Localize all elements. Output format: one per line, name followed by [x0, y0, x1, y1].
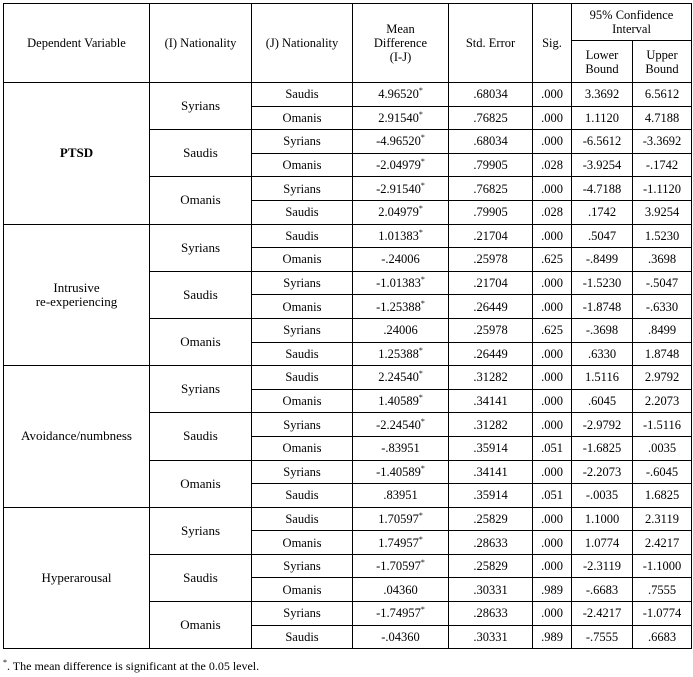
sig-cell: .989	[533, 625, 572, 649]
lower-bound-cell: -1.6825	[572, 436, 633, 460]
significance-star: *	[418, 204, 423, 214]
sig-cell: .000	[533, 295, 572, 319]
std-error-cell: .76825	[449, 106, 533, 130]
dependent-variable-cell	[4, 224, 150, 366]
upper-bound-cell: 1.6825	[633, 484, 692, 508]
header-std-error: Std. Error	[449, 4, 533, 83]
lower-bound-cell: 1.0774	[572, 531, 633, 555]
upper-bound-cell: 3.9254	[633, 200, 692, 224]
j-nationality-cell: Omanis	[252, 436, 353, 460]
i-nationality-cell: Syrians	[150, 507, 252, 554]
significance-star: *	[420, 416, 425, 426]
dependent-variable-cell: Avoidance/numbness	[4, 366, 150, 508]
upper-bound-cell: 6.5612	[633, 83, 692, 107]
upper-bound-cell: -1.1000	[633, 554, 692, 578]
sig-cell: .000	[533, 460, 572, 484]
sig-cell: .051	[533, 484, 572, 508]
footnote	[3, 659, 259, 674]
mean-difference-cell	[353, 578, 449, 602]
j-nationality-cell: Omanis	[252, 531, 353, 555]
header-j-nationality: (J) Nationality	[252, 4, 353, 83]
header-sig: Sig.	[533, 4, 572, 83]
sig-cell: .051	[533, 436, 572, 460]
upper-bound-cell: 4.7188	[633, 106, 692, 130]
lower-bound-cell: -.7555	[572, 625, 633, 649]
std-error-cell: .79905	[449, 200, 533, 224]
mean-difference-value: -4.96520	[376, 134, 421, 149]
sig-cell: .028	[533, 153, 572, 177]
significance-star: *	[418, 86, 423, 96]
j-nationality-cell: Syrians	[252, 130, 353, 154]
mean-difference-cell	[353, 248, 449, 272]
lower-bound-cell: -.3698	[572, 318, 633, 342]
significance-star: *	[420, 274, 425, 284]
header-row	[4, 4, 692, 41]
header-i-nationality: (I) Nationality	[150, 4, 252, 83]
lower-bound-cell: 1.5116	[572, 366, 633, 390]
upper-bound-cell: -.6045	[633, 460, 692, 484]
i-nationality-cell: Omanis	[150, 602, 252, 649]
j-nationality-cell: Omanis	[252, 153, 353, 177]
i-nationality-cell: Saudis	[150, 413, 252, 460]
sig-cell: .625	[533, 248, 572, 272]
lower-bound-cell: -.0035	[572, 484, 633, 508]
mean-difference-cell	[353, 83, 449, 107]
j-nationality-cell: Saudis	[252, 83, 353, 107]
mean-difference-cell	[353, 436, 449, 460]
upper-bound-cell: 2.4217	[633, 531, 692, 555]
mean-difference-value: -1.70597	[376, 559, 421, 574]
significance-star: *	[418, 109, 423, 119]
footnote-mark: *	[3, 658, 7, 667]
lower-bound-cell: -1.5230	[572, 271, 633, 295]
mean-difference-value: -2.04979	[376, 158, 421, 173]
std-error-cell: .35914	[449, 484, 533, 508]
mean-difference-cell	[353, 484, 449, 508]
j-nationality-cell: Saudis	[252, 366, 353, 390]
significance-star: *	[418, 534, 423, 544]
mean-difference-value: 1.74957	[378, 535, 419, 550]
j-nationality-cell: Saudis	[252, 200, 353, 224]
upper-bound-cell: -.1742	[633, 153, 692, 177]
j-nationality-cell: Saudis	[252, 507, 353, 531]
mean-difference-cell	[353, 295, 449, 319]
std-error-cell: .68034	[449, 83, 533, 107]
sig-cell: .000	[533, 83, 572, 107]
significance-star: *	[420, 180, 425, 190]
mean-difference-value: 1.40589	[378, 394, 419, 409]
lower-bound-cell: -.6683	[572, 578, 633, 602]
mean-difference-cell	[353, 602, 449, 626]
j-nationality-cell: Omanis	[252, 295, 353, 319]
sig-cell: .028	[533, 200, 572, 224]
i-nationality-cell: Omanis	[150, 460, 252, 507]
mean-difference-cell	[353, 106, 449, 130]
mean-difference-cell	[353, 413, 449, 437]
mean-difference-cell	[353, 130, 449, 154]
upper-bound-cell: -1.1120	[633, 177, 692, 201]
upper-bound-cell: 2.3119	[633, 507, 692, 531]
lower-bound-cell: -.8499	[572, 248, 633, 272]
footnote-text: . The mean difference is significant at the 0.05 level.	[7, 659, 260, 673]
upper-bound-cell: -3.3692	[633, 130, 692, 154]
mean-difference-value: -1.74957	[376, 606, 421, 621]
lower-bound-cell: 1.1120	[572, 106, 633, 130]
mean-difference-value: 2.91540	[378, 110, 419, 125]
mean-difference-value: -2.24540	[376, 417, 421, 432]
header-mean-difference: Mean Difference (I-J)	[353, 4, 449, 83]
upper-bound-cell: 2.9792	[633, 366, 692, 390]
lower-bound-cell: -6.5612	[572, 130, 633, 154]
lower-bound-cell: -4.7188	[572, 177, 633, 201]
sig-cell: .000	[533, 342, 572, 366]
std-error-cell: .25978	[449, 248, 533, 272]
upper-bound-cell: 2.2073	[633, 389, 692, 413]
upper-bound-cell: .8499	[633, 318, 692, 342]
lower-bound-cell: .5047	[572, 224, 633, 248]
sig-cell: .625	[533, 318, 572, 342]
significance-star: *	[418, 369, 423, 379]
sig-cell: .000	[533, 389, 572, 413]
header-dependent-variable: Dependent Variable	[4, 4, 150, 83]
std-error-cell: .25829	[449, 554, 533, 578]
sig-cell: .000	[533, 602, 572, 626]
sig-cell: .000	[533, 507, 572, 531]
mean-difference-value: -1.25388	[376, 299, 421, 314]
significance-star: *	[420, 298, 425, 308]
mean-difference-value: 4.96520	[378, 87, 419, 102]
j-nationality-cell: Omanis	[252, 106, 353, 130]
table-row	[4, 224, 692, 248]
sig-cell: .989	[533, 578, 572, 602]
mean-difference-value: -.83951	[381, 441, 420, 456]
mean-difference-value: 1.70597	[378, 511, 419, 526]
lower-bound-cell: .6330	[572, 342, 633, 366]
std-error-cell: .21704	[449, 224, 533, 248]
j-nationality-cell: Saudis	[252, 625, 353, 649]
table-row	[4, 83, 692, 107]
sig-cell: .000	[533, 177, 572, 201]
mean-difference-cell	[353, 200, 449, 224]
sig-cell: .000	[533, 531, 572, 555]
dependent-variable-line: Intrusive	[53, 279, 100, 295]
sig-cell: .000	[533, 271, 572, 295]
mean-difference-cell	[353, 177, 449, 201]
std-error-cell: .25829	[449, 507, 533, 531]
significance-star: *	[420, 558, 425, 568]
significance-star: *	[418, 510, 423, 520]
j-nationality-cell: Saudis	[252, 224, 353, 248]
mean-difference-value: -1.40589	[376, 464, 421, 479]
i-nationality-cell: Syrians	[150, 83, 252, 130]
upper-bound-cell: -1.0774	[633, 602, 692, 626]
j-nationality-cell: Syrians	[252, 554, 353, 578]
lower-bound-cell: -1.8748	[572, 295, 633, 319]
std-error-cell: .35914	[449, 436, 533, 460]
mean-difference-value: -.24006	[381, 252, 420, 267]
j-nationality-cell: Syrians	[252, 271, 353, 295]
significance-star: *	[420, 463, 425, 473]
header-confidence-interval: 95% Confidence Interval	[572, 4, 692, 41]
std-error-cell: .34141	[449, 389, 533, 413]
j-nationality-cell: Syrians	[252, 177, 353, 201]
dependent-variable-cell: Hyperarousal	[4, 507, 150, 649]
mean-difference-value: .24006	[383, 323, 418, 338]
mean-difference-cell	[353, 366, 449, 390]
mean-difference-cell	[353, 507, 449, 531]
mean-difference-value: 1.25388	[378, 346, 419, 361]
j-nationality-cell: Saudis	[252, 484, 353, 508]
table-row	[4, 366, 692, 390]
significance-star: *	[420, 133, 425, 143]
significance-star: *	[420, 156, 425, 166]
std-error-cell: .28633	[449, 602, 533, 626]
sig-cell: .000	[533, 554, 572, 578]
upper-bound-cell: 1.8748	[633, 342, 692, 366]
std-error-cell: .31282	[449, 366, 533, 390]
dependent-variable-line: re-experiencing	[35, 293, 118, 309]
upper-bound-cell: .6683	[633, 625, 692, 649]
multiple-comparisons-table	[3, 3, 692, 649]
upper-bound-cell: -.5047	[633, 271, 692, 295]
sig-cell: .000	[533, 130, 572, 154]
std-error-cell: .79905	[449, 153, 533, 177]
std-error-cell: .26449	[449, 295, 533, 319]
sig-cell: .000	[533, 224, 572, 248]
sig-cell: .000	[533, 413, 572, 437]
significance-star: *	[420, 605, 425, 615]
mean-difference-cell	[353, 389, 449, 413]
i-nationality-cell: Saudis	[150, 130, 252, 177]
j-nationality-cell: Syrians	[252, 318, 353, 342]
lower-bound-cell: .6045	[572, 389, 633, 413]
mean-difference-cell	[353, 271, 449, 295]
lower-bound-cell: -2.4217	[572, 602, 633, 626]
std-error-cell: .68034	[449, 130, 533, 154]
mean-difference-value: .04360	[383, 582, 418, 597]
upper-bound-cell: -.6330	[633, 295, 692, 319]
j-nationality-cell: Omanis	[252, 389, 353, 413]
i-nationality-cell: Syrians	[150, 366, 252, 413]
j-nationality-cell: Omanis	[252, 578, 353, 602]
j-nationality-cell: Saudis	[252, 342, 353, 366]
std-error-cell: .21704	[449, 271, 533, 295]
header-upper-bound: Upper Bound	[633, 41, 692, 83]
lower-bound-cell: 1.1000	[572, 507, 633, 531]
i-nationality-cell: Syrians	[150, 224, 252, 271]
j-nationality-cell: Syrians	[252, 413, 353, 437]
significance-star: *	[418, 392, 423, 402]
std-error-cell: .31282	[449, 413, 533, 437]
lower-bound-cell: -3.9254	[572, 153, 633, 177]
upper-bound-cell: .3698	[633, 248, 692, 272]
mean-difference-value: .83951	[383, 488, 418, 503]
std-error-cell: .28633	[449, 531, 533, 555]
lower-bound-cell: -2.2073	[572, 460, 633, 484]
sig-cell: .000	[533, 106, 572, 130]
dependent-variable-cell: PTSD	[4, 83, 150, 225]
mean-difference-value: 1.01383	[378, 228, 419, 243]
mean-difference-value: -.04360	[381, 629, 420, 644]
i-nationality-cell: Omanis	[150, 177, 252, 224]
lower-bound-cell: -2.3119	[572, 554, 633, 578]
mean-difference-cell	[353, 554, 449, 578]
j-nationality-cell: Syrians	[252, 460, 353, 484]
significance-star: *	[418, 345, 423, 355]
std-error-cell: .25978	[449, 318, 533, 342]
std-error-cell: .34141	[449, 460, 533, 484]
mean-difference-cell	[353, 625, 449, 649]
mean-difference-cell	[353, 531, 449, 555]
mean-difference-value: -2.91540	[376, 181, 421, 196]
sig-cell: .000	[533, 366, 572, 390]
j-nationality-cell: Omanis	[252, 248, 353, 272]
upper-bound-cell: -1.5116	[633, 413, 692, 437]
mean-difference-value: 2.04979	[378, 205, 419, 220]
std-error-cell: .30331	[449, 578, 533, 602]
upper-bound-cell: 1.5230	[633, 224, 692, 248]
significance-star: *	[418, 227, 423, 237]
std-error-cell: .30331	[449, 625, 533, 649]
mean-difference-cell	[353, 153, 449, 177]
upper-bound-cell: .7555	[633, 578, 692, 602]
mean-difference-value: 2.24540	[378, 370, 419, 385]
j-nationality-cell: Syrians	[252, 602, 353, 626]
mean-difference-value: -1.01383	[376, 276, 421, 291]
lower-bound-cell: .1742	[572, 200, 633, 224]
lower-bound-cell: -2.9792	[572, 413, 633, 437]
mean-difference-cell	[353, 224, 449, 248]
i-nationality-cell: Omanis	[150, 318, 252, 365]
mean-difference-cell	[353, 318, 449, 342]
upper-bound-cell: .0035	[633, 436, 692, 460]
i-nationality-cell: Saudis	[150, 271, 252, 318]
std-error-cell: .26449	[449, 342, 533, 366]
std-error-cell: .76825	[449, 177, 533, 201]
table-row	[4, 507, 692, 531]
i-nationality-cell: Saudis	[150, 554, 252, 601]
header-lower-bound: Lower Bound	[572, 41, 633, 83]
mean-difference-cell	[353, 342, 449, 366]
lower-bound-cell: 3.3692	[572, 83, 633, 107]
mean-difference-cell	[353, 460, 449, 484]
